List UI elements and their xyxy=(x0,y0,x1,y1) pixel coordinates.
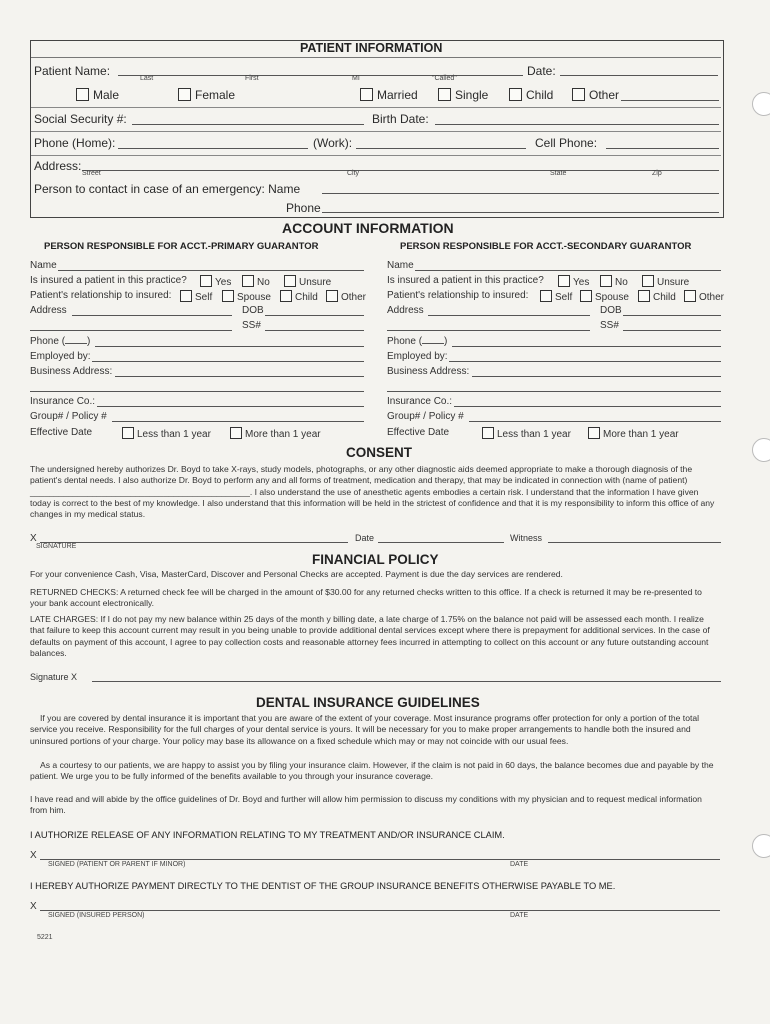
emergency-name-field[interactable] xyxy=(322,193,719,194)
s-ssn-field[interactable] xyxy=(623,330,721,331)
p-other-checkbox[interactable] xyxy=(326,290,338,302)
s-other-label: Other xyxy=(699,292,725,303)
insurance-p3: I have read and will abide by the office guidelines of Dr. Boyd and further will allow him permission to discuss my conditions with my physician and to request medical information from him. xyxy=(30,794,702,816)
single-checkbox[interactable] xyxy=(438,88,451,101)
male-checkbox[interactable] xyxy=(76,88,89,101)
s-spouse-checkbox[interactable] xyxy=(580,290,592,302)
p-address-label: Address xyxy=(30,305,67,316)
p-relationship-label: Patient's relationship to insured: xyxy=(30,290,172,301)
p-employed-label: Employed by: xyxy=(30,351,91,362)
child-label: Child xyxy=(526,88,554,102)
p-child-label: Child xyxy=(295,292,318,303)
child-option[interactable] xyxy=(509,88,553,102)
s-child-label: Child xyxy=(653,292,676,303)
s-no-label: No xyxy=(615,277,628,288)
p-insurance-label: Insurance Co.: xyxy=(30,396,96,407)
s-less-checkbox[interactable] xyxy=(482,427,494,439)
p-phone-label: Phone ( ) xyxy=(30,336,91,347)
p-is-patient xyxy=(30,275,187,286)
consent-witness-label: Witness xyxy=(510,533,543,543)
p-ssn-field[interactable] xyxy=(265,330,364,331)
s-more-label: More than 1 year xyxy=(603,429,679,440)
row-divider xyxy=(31,107,721,108)
p-self-checkbox[interactable] xyxy=(180,290,192,302)
s-phone-field[interactable] xyxy=(452,346,721,347)
p-self-label: Self xyxy=(195,292,213,303)
p-business-field-2[interactable] xyxy=(30,391,364,392)
consent-date-field[interactable] xyxy=(378,542,504,543)
financial-returned: RETURNED CHECKS: A returned check fee will be charged in the amount of $30.00 for any returned checks written to this office. If a check is returned it may be re-presented to your bank account electronically. xyxy=(30,587,702,609)
secondary-heading: PERSON RESPONSIBLE FOR ACCT.-SECONDARY GUARANTOR xyxy=(400,241,692,252)
consent-date-label: Date xyxy=(355,533,375,543)
sub-last: Last xyxy=(140,75,154,82)
s-self-label: Self xyxy=(555,292,573,303)
s-yes-label: Yes xyxy=(573,277,590,288)
s-less-label: Less than 1 year xyxy=(497,429,571,440)
release-date-label: DATE xyxy=(510,861,529,868)
s-child-checkbox[interactable] xyxy=(638,290,650,302)
financial-late: LATE CHARGES: If I do not pay my new balance within 25 days of the month y billing date, a late charge of 1.75% on the balance not paid will be assessed each month. I realize that failure to keep this account current may result in you being unable to provide additional dental services except where there is prepayment for additional services. In the case of defaults on payment of this account, I agree to pay collection costs and reasonable attorney fees incurred in attempting to collect on this account or any future outstanding account balances. xyxy=(30,614,710,658)
authorize-x: X xyxy=(30,901,37,912)
s-business-field-2[interactable] xyxy=(387,391,721,392)
p-spouse-checkbox[interactable] xyxy=(222,290,234,302)
consent-text: The undersigned hereby authorizes Dr. Boyd to take X-rays, study models, photographs, or any other diagnostic aids deemed appropriate to make a thorough diagnosis of the patient's dental needs. I also authorize Dr. Boyd to perform any and all forms of treatment, medication and therapy, that may be indicated in connection with (name of patient) ______________________________________________. I also understand the use of anesthetic agents embodies a certain risk. I understand that the information I have given today is correct to the best of my knowledge. I also understand that this information will be held in the strictest of confidence and that it is my responsibility to inform this office of any changes in my medical status. xyxy=(30,464,715,520)
male-label: Male xyxy=(93,88,120,102)
release-x: X xyxy=(30,850,37,861)
p-no-option[interactable] xyxy=(242,275,270,288)
p-spouse-option[interactable] xyxy=(222,290,271,303)
authorize-signature-field[interactable] xyxy=(40,910,720,911)
s-business-label: Business Address: xyxy=(387,366,470,377)
s-is-patient xyxy=(387,275,544,286)
p-child-option[interactable] xyxy=(280,290,318,303)
p-no-checkbox[interactable] xyxy=(242,275,254,287)
married-option[interactable] xyxy=(360,88,418,102)
s-no-checkbox[interactable] xyxy=(600,275,612,287)
p-other-option[interactable] xyxy=(326,290,366,303)
s-unsure-label: Unsure xyxy=(657,277,690,288)
p-phone-text: Phone ( xyxy=(30,336,66,347)
p-address-field-2[interactable] xyxy=(30,330,232,331)
s-name-label: Name xyxy=(387,260,414,271)
patient-name-label: Patient Name: xyxy=(34,64,111,78)
p-group-label: Group# / Policy # xyxy=(30,411,107,422)
consent-x: X xyxy=(30,533,37,544)
consent-witness-field[interactable] xyxy=(548,542,721,543)
s-more-option[interactable] xyxy=(588,427,679,440)
sub-street: Street xyxy=(82,170,101,177)
s-no-option[interactable] xyxy=(600,275,628,288)
sub-called: "Called" xyxy=(432,75,457,82)
binder-hole-middle xyxy=(752,438,770,462)
authorize-date-label: DATE xyxy=(510,912,529,919)
p-yes-label: Yes xyxy=(215,277,232,288)
p-name-field[interactable] xyxy=(58,270,364,271)
row-divider xyxy=(31,131,721,132)
p-dob-label: DOB xyxy=(242,305,264,316)
p-unsure-label: Unsure xyxy=(299,277,332,288)
phone-home-label: Phone (Home): xyxy=(34,136,116,150)
birth-date-label: Birth Date: xyxy=(372,112,429,126)
sub-city: City xyxy=(347,170,360,177)
s-group-label: Group# / Policy # xyxy=(387,411,464,422)
p-name-label: Name xyxy=(30,260,57,271)
ssn-field[interactable] xyxy=(132,124,364,125)
row-divider xyxy=(31,155,721,156)
form-code: 5221 xyxy=(37,934,53,941)
emergency-label: Person to contact in case of an emergency: Name xyxy=(34,182,301,196)
sub-state: State xyxy=(550,170,567,177)
p-less-label: Less than 1 year xyxy=(137,429,211,440)
s-dob-label: DOB xyxy=(600,305,622,316)
s-unsure-checkbox[interactable] xyxy=(642,275,654,287)
ssn-label: Social Security #: xyxy=(34,112,127,126)
release-signature-field[interactable] xyxy=(40,859,720,860)
s-less-option[interactable] xyxy=(482,427,571,440)
child-checkbox[interactable] xyxy=(509,88,522,101)
s-address-field-2[interactable] xyxy=(387,330,590,331)
p-is-patient-label: Is insured a patient in this practice? xyxy=(30,275,187,286)
sub-mi: MI xyxy=(352,75,360,82)
binder-hole-top xyxy=(752,92,770,116)
authorize-statement: I HEREBY AUTHORIZE PAYMENT DIRECTLY TO THE DENTIST OF THE GROUP INSURANCE BENEFITS OTHERWISE PAYABLE TO ME. xyxy=(30,881,616,891)
binder-hole-bottom xyxy=(752,834,770,858)
s-ssn-label: SS# xyxy=(600,320,619,331)
married-label: Married xyxy=(377,88,418,102)
s-child-option[interactable] xyxy=(638,290,676,303)
address-label: Address: xyxy=(34,159,82,173)
address-field[interactable] xyxy=(82,170,719,171)
insurance-p1: If you are covered by dental insurance it is important that you are aware of the extent of your coverage. Most insurance programs offer protection for only a portion of the total service you receive. Responsibility for the full charges of your dental service is yours. It will be necessary for you to make proper arrangements to handle both the insured and uninsured portions of your charge. Your policy may base its allowance on a fixed schedule which may or may not coincide with our usual fees. xyxy=(30,713,700,746)
p-no-label: No xyxy=(257,277,270,288)
p-spouse-label: Spouse xyxy=(237,292,271,303)
male-option[interactable] xyxy=(76,88,119,102)
s-dob-field[interactable] xyxy=(623,315,721,316)
p-child-checkbox[interactable] xyxy=(280,290,292,302)
s-more-checkbox[interactable] xyxy=(588,427,600,439)
p-less-checkbox[interactable] xyxy=(122,427,134,439)
p-less-option[interactable] xyxy=(122,427,211,440)
birth-date-field[interactable] xyxy=(435,124,719,125)
date-field[interactable] xyxy=(560,75,718,76)
s-employed-field[interactable] xyxy=(449,361,721,362)
female-label: Female xyxy=(195,88,236,102)
p-business-field[interactable] xyxy=(115,376,364,377)
consent-signature-field[interactable] xyxy=(40,542,348,543)
s-insurance-label: Insurance Co.: xyxy=(387,396,453,407)
financial-signature-label: Signature X xyxy=(30,672,78,682)
p-other-label: Other xyxy=(341,292,367,303)
p-group-field[interactable] xyxy=(112,421,364,422)
other-option[interactable] xyxy=(572,88,619,102)
heading-underline xyxy=(31,57,721,58)
s-other-option[interactable] xyxy=(684,290,724,303)
sub-zip: Zip xyxy=(652,170,662,177)
signed-patient-label: SIGNED (PATIENT OR PARENT IF MINOR) xyxy=(48,861,186,868)
p-unsure-option[interactable] xyxy=(284,275,331,288)
p-business-label: Business Address: xyxy=(30,366,113,377)
consent-signature-label: SIGNATURE xyxy=(36,543,77,550)
p-more-label: More than 1 year xyxy=(245,429,321,440)
p-phone-field[interactable] xyxy=(95,346,364,347)
s-self-checkbox[interactable] xyxy=(540,290,552,302)
p-effective-label: Effective Date xyxy=(30,427,93,438)
primary-heading: PERSON RESPONSIBLE FOR ACCT.-PRIMARY GUARANTOR xyxy=(44,241,319,252)
release-statement: I AUTHORIZE RELEASE OF ANY INFORMATION RELATING TO MY TREATMENT AND/OR INSURANCE CLAIM. xyxy=(30,830,505,840)
s-name-field[interactable] xyxy=(415,270,721,271)
p-unsure-checkbox[interactable] xyxy=(284,275,296,287)
s-effective-label: Effective Date xyxy=(387,427,450,438)
financial-intro: For your convenience Cash, Visa, MasterCard, Discover and Personal Checks are accepted. Payment is due the day services are rendered. xyxy=(30,569,563,579)
cell-label: Cell Phone: xyxy=(535,136,598,150)
s-is-patient-label: Is insured a patient in this practice? xyxy=(387,275,544,286)
phone-home-field[interactable] xyxy=(118,148,308,149)
s-other-checkbox[interactable] xyxy=(684,290,696,302)
p-yes-option[interactable] xyxy=(200,275,231,288)
p-self-option[interactable] xyxy=(180,290,212,303)
patient-info-heading: PATIENT INFORMATION xyxy=(300,41,443,55)
insurance-heading: DENTAL INSURANCE GUIDELINES xyxy=(256,695,480,710)
s-yes-option[interactable] xyxy=(558,275,589,288)
cell-field[interactable] xyxy=(606,148,719,149)
work-label: (Work): xyxy=(313,136,353,150)
married-checkbox[interactable] xyxy=(360,88,373,101)
single-label: Single xyxy=(455,88,489,102)
account-info-heading: ACCOUNT INFORMATION xyxy=(282,220,454,236)
p-yes-checkbox[interactable] xyxy=(200,275,212,287)
s-spouse-option[interactable] xyxy=(580,290,629,303)
s-group-field[interactable] xyxy=(469,421,721,422)
p-dob-field[interactable] xyxy=(265,315,364,316)
s-employed-label: Employed by: xyxy=(387,351,448,362)
single-option[interactable] xyxy=(438,88,488,102)
p-insurance-field[interactable] xyxy=(97,406,364,407)
s-yes-checkbox[interactable] xyxy=(558,275,570,287)
date-label: Date: xyxy=(527,64,556,78)
p-employed-field[interactable] xyxy=(92,361,364,362)
other-label: Other xyxy=(589,88,620,102)
emergency-phone-label: Phone xyxy=(286,201,321,215)
s-address-label: Address xyxy=(387,305,424,316)
signed-insured-label: SIGNED (INSURED PERSON) xyxy=(48,912,145,919)
s-phone-text: Phone ( xyxy=(387,336,423,347)
s-address-field[interactable] xyxy=(428,315,590,316)
emergency-phone-field[interactable] xyxy=(322,212,719,213)
p-address-field[interactable] xyxy=(72,315,232,316)
s-self-option[interactable] xyxy=(540,290,572,303)
financial-signature-field[interactable] xyxy=(92,681,721,682)
female-option[interactable] xyxy=(178,88,235,102)
s-phone-label: Phone ( ) xyxy=(387,336,448,347)
p-more-option[interactable] xyxy=(230,427,321,440)
female-checkbox[interactable] xyxy=(178,88,191,101)
sub-first: First xyxy=(245,75,259,82)
patient-name-field[interactable] xyxy=(118,75,523,76)
s-spouse-label: Spouse xyxy=(595,292,629,303)
other-field[interactable] xyxy=(621,100,719,101)
p-more-checkbox[interactable] xyxy=(230,427,242,439)
p-ssn-label: SS# xyxy=(242,320,261,331)
s-unsure-option[interactable] xyxy=(642,275,689,288)
s-relationship-label: Patient's relationship to insured: xyxy=(387,290,529,301)
financial-heading: FINANCIAL POLICY xyxy=(312,552,439,567)
consent-heading: CONSENT xyxy=(346,445,413,460)
insurance-p2: As a courtesy to our patients, we are happy to assist you by filing your insurance claim. However, if the claim is not paid in 60 days, the balance becomes due and payable by the patient. We urge you to be fully informed of the benefits available to you through your insurance coverage. xyxy=(30,760,714,782)
other-checkbox[interactable] xyxy=(572,88,585,101)
s-business-field[interactable] xyxy=(472,376,721,377)
s-insurance-field[interactable] xyxy=(454,406,721,407)
work-field[interactable] xyxy=(356,148,526,149)
